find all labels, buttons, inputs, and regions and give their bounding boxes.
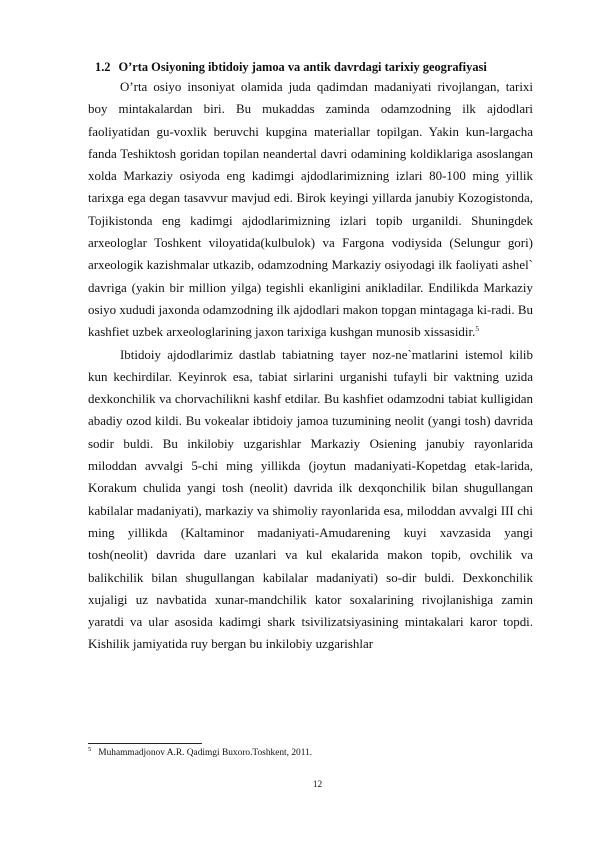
body-text bbox=[88, 76, 533, 656]
footnote bbox=[88, 748, 312, 758]
paragraph-2-text: Ibtidoiy ajdodlarimiz dastlab tabiatning tayer noz-ne`matlarini istemol kilib kun kechirdilar. Keyinrok esa, tabiat sirlarini urganishi tufayli bir vaktning uzida dexkonchilik va chorvachilikni kashf etdilar. Bu kashfiet odamzodni tabiat kulligidan abadiy ozod kildi. Bu vokealar ibtidoiy jamoa tuzumining neolit (yangi tosh) davrida sodir buldi. Bu inkilobiy uzgarishlar Markaziy Osiening janubiy rayonlarida miloddan avvalgi 5-chi ming yillikda (joytun madaniyati-Kopetdag etak-larida, Korakum chulida yangi tosh (neolit) davrida ilk dexqonchilik bilan shugullangan kabilalar madaniyati), markaziy va shimoliy rayonlarida esa, miloddan avvalgi III chi ming yillikda (Kaltaminor madaniyati-Amudarening kuyi xavzasida yangi tosh(neolit) davrida dare uzanlari va kul ekalarida makon topib, ovchilik va balikchilik bilan shugullangan kabilalar madaniyati) so-dir buldi. Dexkonchilik xujaligi uz navbatida xunar-mandchilik kator soxalarining rivojlanishiga zamin yaratdi va ular asosida kadimgi shark tsivilizatsiyasining mintakalari karor topdi. Kishilik jamiyatida ruy bergan bu inkilobiy uzgarishlar bbox=[88, 346, 533, 652]
footnote-divider bbox=[88, 743, 202, 744]
footnote-ref[interactable]: 5 bbox=[475, 324, 480, 334]
footnote-text: Muhammadjonov A.R. Qadimgi Buxoro.Toshkent, 2011. bbox=[98, 748, 313, 758]
section-title: O’rta Osiyoning ibtidoiy jamoa va antik davrdagi tarixiy geografiyasi bbox=[118, 60, 487, 74]
page-number: 12 bbox=[312, 780, 323, 790]
paragraph-1 bbox=[88, 76, 533, 344]
paragraph-2 bbox=[88, 344, 533, 656]
section-heading bbox=[95, 60, 487, 75]
footnote-number: 5 bbox=[88, 746, 92, 753]
paragraph-1-text: O’rta osiyo insoniyat olamida juda qadimdan madaniyati rivojlangan, tarixi boy mintakalardan biri. Bu mukaddas zaminda odamzodning ilk ajdodlari faoliyatidan gu-voxlik beruvchi kupgina materiallar topilgan. Yakin kun-largacha fanda Teshiktosh goridan topilan neandertal davri odamining koldiklariga asoslangan xolda Markaziy osiyoda eng kadimgi ajdodlarimizning izlari 80-100 ming yillik tarixga ega degan tasavvur mavjud edi. Birok keyingi yillarda janubiy Kozogistonda, Tojikistonda eng kadimgi ajdodlarimizning izlari topib urganildi. Shuningdek arxeologlar Toshkent viloyatida(kulbulok) va Fargona vodiysida (Selungur gori) arxeologik kazishmalar utkazib, odamzodning Markaziy osiyodagi ilk faoliyati ashel` davriga (yakin bir million yilga) tegishli ekanligini anikladilar. Endilikda Markaziy osiyo xududi jaxonda odamzodning ilk ajdodlari makon topgan mintagaga ki-radi. Bu kashfiet uzbek arxeologlarining jaxon tarixiga kushgan munosib xissasidir. bbox=[88, 79, 533, 340]
section-number: 1.2 bbox=[95, 60, 111, 74]
